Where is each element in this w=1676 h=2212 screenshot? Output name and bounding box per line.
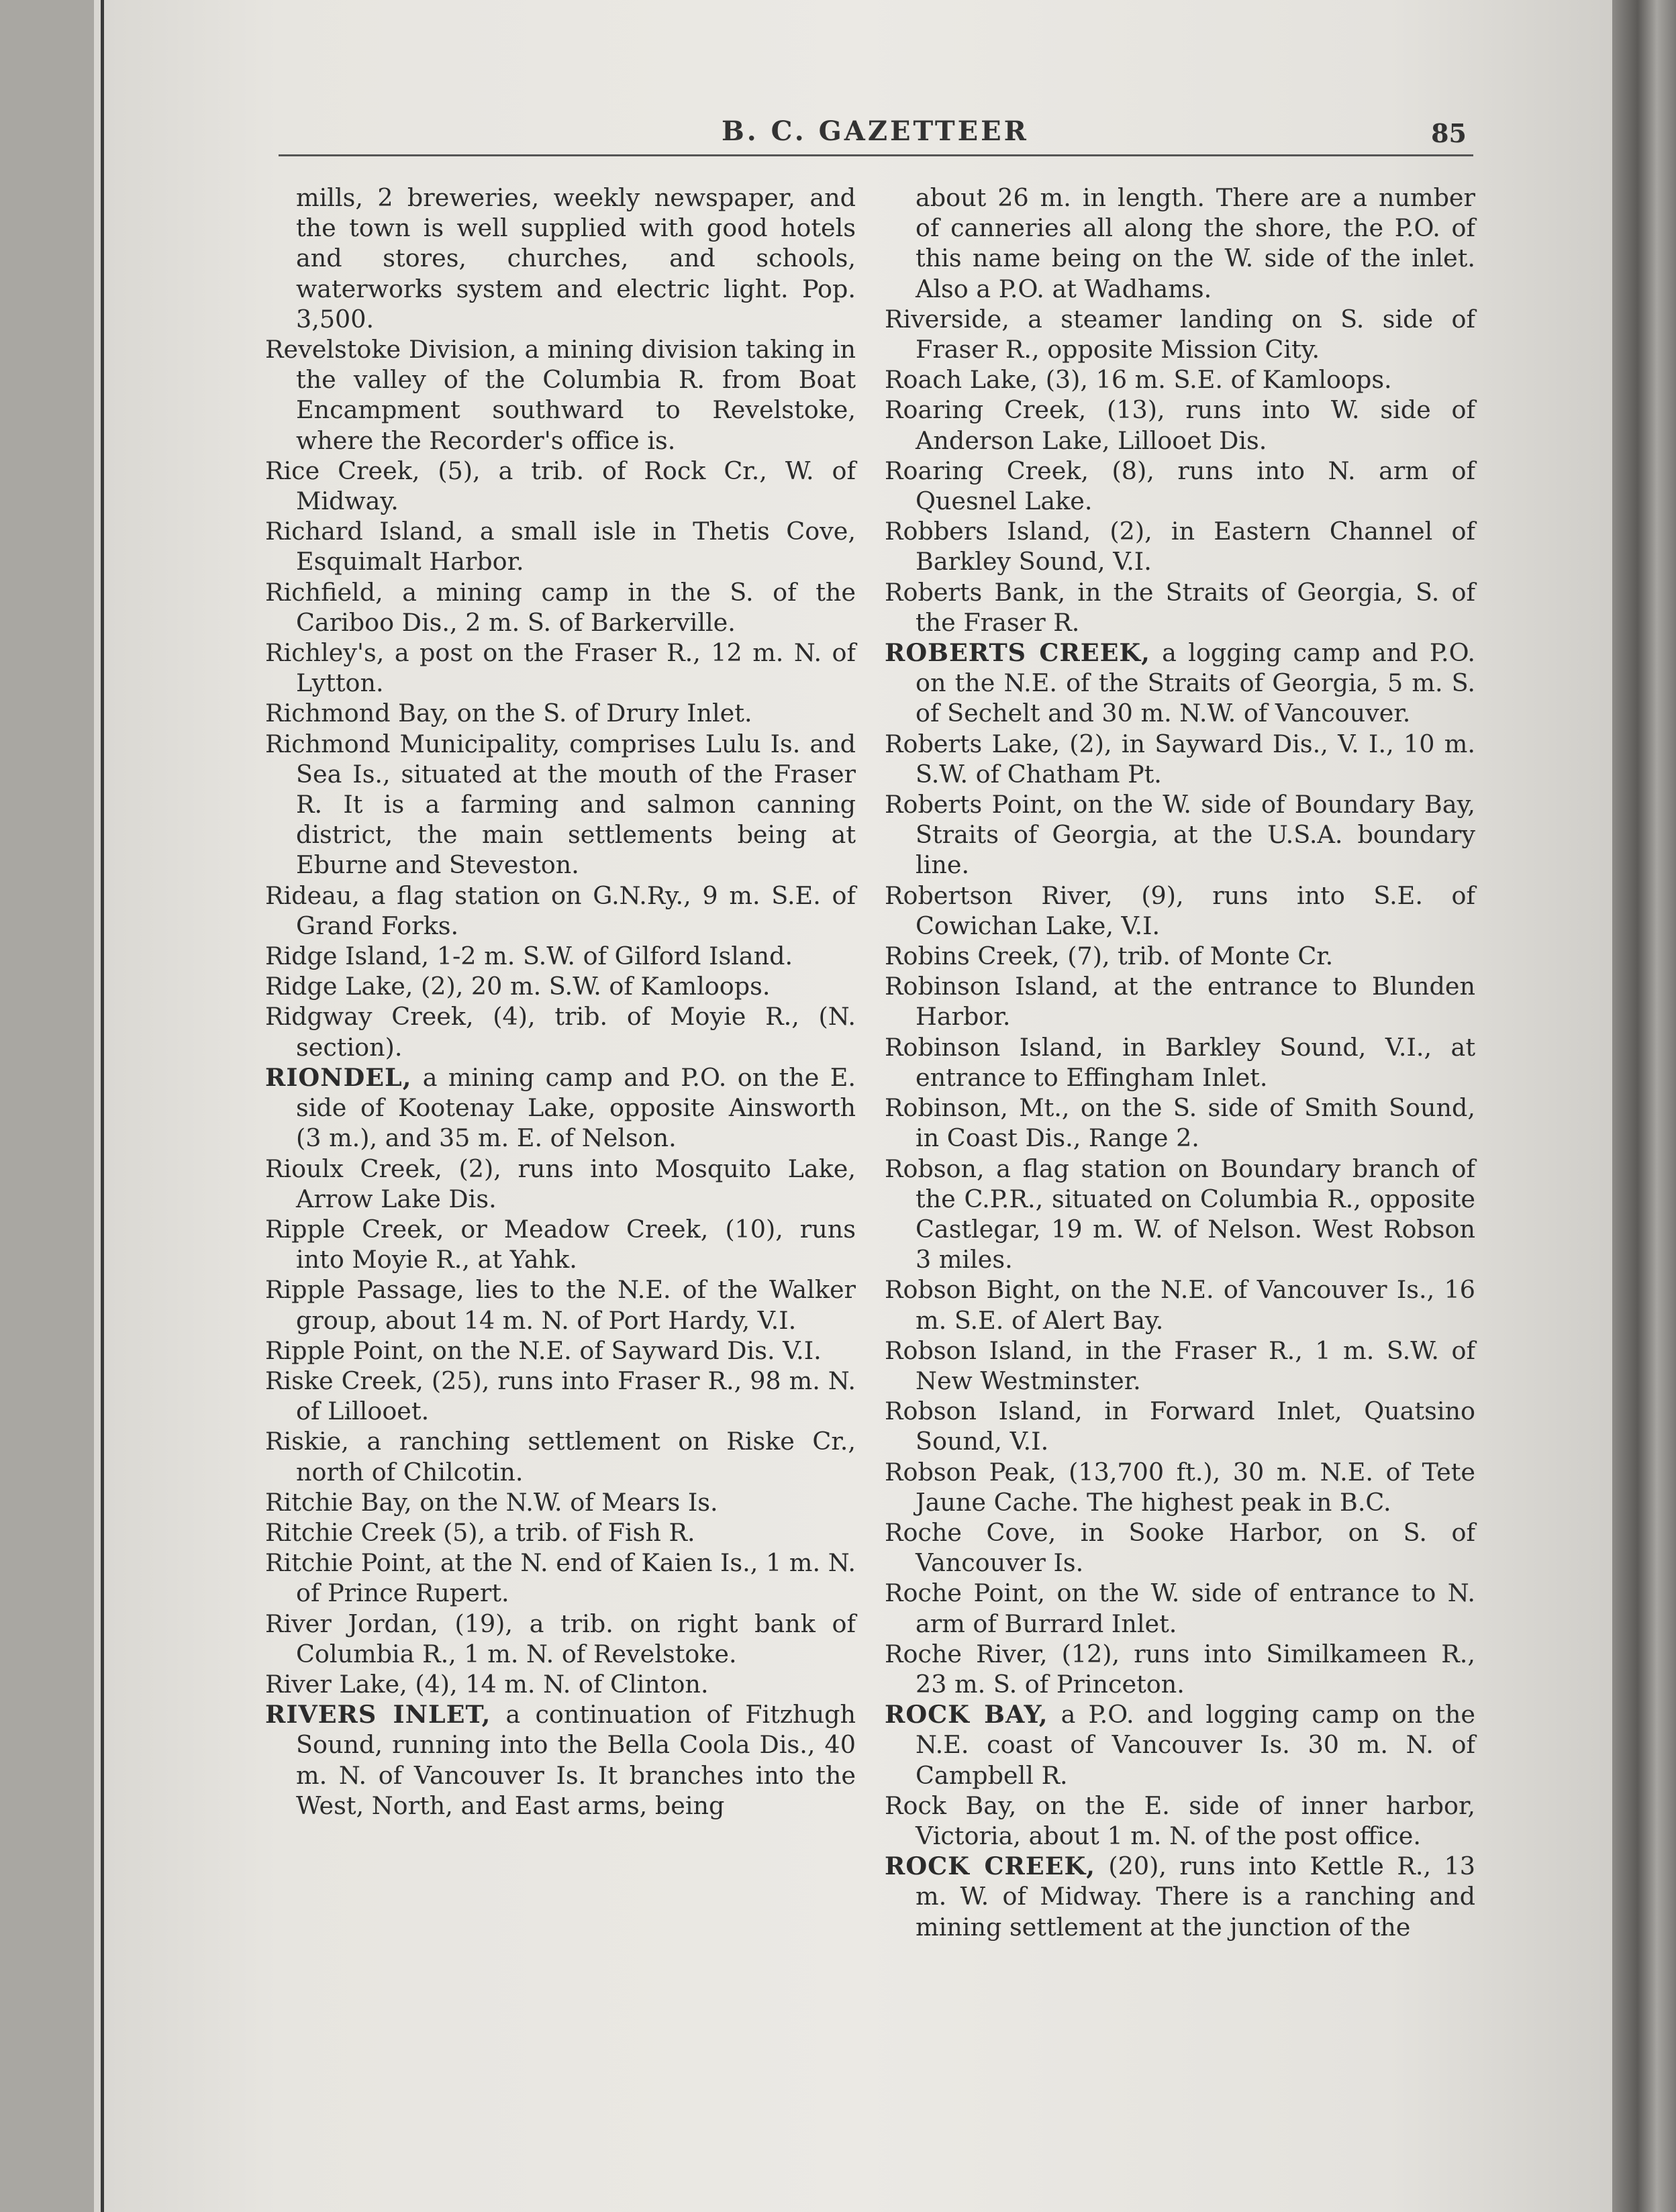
entry-heading: RIVERS INLET, (265, 1700, 491, 1729)
entry-text: Roberts Bank, in the Straits of Georgia, S. of the Fraser R. (885, 577, 1475, 637)
gazetteer-entry (885, 1517, 1475, 1578)
gazetteer-entry (885, 638, 1475, 729)
entry-text: River Lake, (4), 14 m. N. of Clinton. (265, 1669, 709, 1699)
entry-text: Ridgway Creek, (4), trib. of Moyie R., (N. section). (265, 1002, 856, 1062)
entry-text: a P.O. and logging camp on the N.E. coast of Vancouver Is. 30 m. N. of Campbell R. (916, 1700, 1476, 1790)
gazetteer-entry (265, 577, 856, 638)
entry-text: Roaring Creek, (8), runs into N. arm of Quesnel Lake. (885, 456, 1475, 516)
gazetteer-entry (265, 1426, 856, 1487)
gazetteer-entry (265, 881, 856, 941)
gazetteer-entry (885, 304, 1475, 364)
entry-text: Robertson River, (9), runs into S.E. of Cowichan Lake, V.I. (885, 881, 1475, 940)
gazetteer-entry (885, 395, 1475, 455)
entry-text: River Jordan, (19), a trib. on right bank of Columbia R., 1 m. N. of Revelstoke. (265, 1609, 856, 1668)
entry-text: Roche Point, on the W. side of entrance to N. arm of Burrard Inlet. (885, 1578, 1475, 1638)
gazetteer-entry (885, 1396, 1475, 1456)
gazetteer-entry (885, 729, 1475, 789)
entry-text: Richmond Municipality, comprises Lulu Is. and Sea Is., situated at the mouth of the Fraser R. It is a farming and salmon canning district, the main settlements being at Eburne and Steveston. (265, 729, 856, 880)
gazetteer-entry (885, 1699, 1475, 1791)
left-column (265, 183, 856, 1821)
entry-text: Roberts Point, on the W. side of Boundary Bay, Straits of Georgia, at the U.S.A. boundary line. (885, 790, 1475, 880)
gazetteer-entry (885, 941, 1475, 971)
gazetteer-entry (885, 1336, 1475, 1396)
binding-line (101, 0, 104, 2212)
entry-text: Robins Creek, (7), trib. of Monte Cr. (885, 942, 1334, 971)
entry-text: Robson Bight, on the N.E. of Vancouver Is., 16 m. S.E. of Alert Bay. (885, 1275, 1475, 1335)
entry-heading: ROCK CREEK, (885, 1852, 1095, 1881)
entry-text: a continuation of Fitzhugh Sound, running into the Bella Coola Dis., 40 m. N. of Vancouver Is. It branches into the West, North, and East arms, being (296, 1700, 856, 1820)
gazetteer-entry (265, 1699, 856, 1821)
gazetteer-entry (265, 941, 856, 971)
entry-text: Richfield, a mining camp in the S. of the Cariboo Dis., 2 m. S. of Barkerville. (265, 577, 856, 637)
gazetteer-entry (885, 456, 1475, 516)
gazetteer-entry (885, 881, 1475, 941)
entry-text: Robinson Island, in Barkley Sound, V.I., at entrance to Effingham Inlet. (885, 1032, 1475, 1092)
gazetteer-entry (265, 183, 856, 334)
entry-text: Rock Bay, on the E. side of inner harbor, Victoria, about 1 m. N. of the post office. (885, 1791, 1475, 1850)
gazetteer-entry (885, 1093, 1475, 1153)
gazetteer-entry (265, 1366, 856, 1426)
entry-text: Richard Island, a small isle in Thetis Cove, Esquimalt Harbor. (265, 517, 856, 576)
gazetteer-entry (885, 1851, 1475, 1942)
entry-text: Richmond Bay, on the S. of Drury Inlet. (265, 699, 752, 728)
entry-text: (20), runs into Kettle R., 13 m. W. of Midway. There is a ranching and mining settlement at the junction of the (916, 1852, 1475, 1942)
entry-text: Roche Cove, in Sooke Harbor, on S. of Vancouver Is. (885, 1517, 1475, 1578)
book-edge (1612, 0, 1676, 2212)
entry-text: Riske Creek, (25), runs into Fraser R., 98 m. N. of Lillooet. (265, 1366, 856, 1426)
entry-heading: ROBERTS CREEK, (885, 638, 1150, 668)
gazetteer-entry (885, 971, 1475, 1032)
gazetteer-entry (265, 1274, 856, 1335)
gazetteer-entry (265, 698, 856, 728)
gazetteer-entry (265, 1487, 856, 1517)
gazetteer-entry (265, 1336, 856, 1366)
gazetteer-entry (265, 1214, 856, 1274)
running-title: B. C. GAZETTEER (722, 115, 1029, 147)
entry-text: Ripple Point, on the N.E. of Sayward Dis. V.I. (265, 1336, 822, 1365)
entry-text: Ridge Island, 1-2 m. S.W. of Gilford Island. (265, 942, 793, 971)
gazetteer-entry (265, 1062, 856, 1154)
gazetteer-entry (265, 456, 856, 516)
entry-text: Roberts Lake, (2), in Sayward Dis., V. I., 10 m. S.W. of Chatham Pt. (885, 729, 1475, 789)
entry-text: Ripple Creek, or Meadow Creek, (10), runs into Moyie R., at Yahk. (265, 1214, 856, 1274)
gazetteer-entry (885, 364, 1475, 395)
entry-heading: ROCK BAY, (885, 1700, 1048, 1729)
entry-text: Robson, a flag station on Boundary branch of the C.P.R., situated on Columbia R., opposite Castlegar, 19 m. W. of Nelson. West Robson 3 miles. (885, 1154, 1475, 1274)
entry-text: a mining camp and P.O. on the E. side of Kootenay Lake, opposite Ainsworth (3 m.), and 35 m. E. of Nelson. (296, 1062, 856, 1153)
gazetteer-entry (885, 1274, 1475, 1335)
entry-text: Riskie, a ranching settlement on Riske Cr., north of Chilcotin. (265, 1427, 856, 1487)
entry-text: Robinson Island, at the entrance to Blunden Harbor. (885, 972, 1475, 1032)
gazetteer-entry (265, 1669, 856, 1699)
right-column (885, 183, 1475, 1942)
gazetteer-entry (265, 1154, 856, 1214)
gazetteer-entry (265, 1517, 856, 1548)
entry-text: about 26 m. in length. There are a number of canneries all along the shore, the P.O. of this name being on the W. side of the inlet. Also a P.O. at Wadhams. (916, 183, 1475, 303)
entry-heading: RIONDEL, (265, 1062, 412, 1092)
entry-text: Robson Island, in the Fraser R., 1 m. S.W. of New Westminster. (885, 1336, 1475, 1395)
gazetteer-entry (885, 577, 1475, 638)
entry-text: Robson Peak, (13,700 ft.), 30 m. N.E. of Tete Jaune Cache. The highest peak in B.C. (885, 1457, 1475, 1517)
gazetteer-entry (265, 1609, 856, 1669)
gazetteer-entry (885, 516, 1475, 576)
entry-text: Robbers Island, (2), in Eastern Channel of Barkley Sound, V.I. (885, 517, 1475, 576)
gazetteer-entry (885, 1578, 1475, 1638)
gazetteer-entry (885, 789, 1475, 881)
entry-text: Ritchie Point, at the N. end of Kaien Is., 1 m. N. of Prince Rupert. (265, 1548, 856, 1608)
entry-text: Rideau, a flag station on G.N.Ry., 9 m. S.E. of Grand Forks. (265, 881, 856, 940)
entry-text: Roche River, (12), runs into Similkameen R., 23 m. S. of Princeton. (885, 1639, 1475, 1699)
entry-text: Ridge Lake, (2), 20 m. S.W. of Kamloops. (265, 972, 771, 1001)
page-header (279, 114, 1473, 156)
gazetteer-entry (265, 1548, 856, 1608)
entry-text: Riverside, a steamer landing on S. side of Fraser R., opposite Mission City. (885, 304, 1475, 364)
entry-text: Robinson, Mt., on the S. side of Smith Sound, in Coast Dis., Range 2. (885, 1093, 1475, 1153)
gazetteer-entry (265, 516, 856, 576)
entry-text: Ritchie Creek (5), a trib. of Fish R. (265, 1517, 695, 1547)
entry-text: Richley's, a post on the Fraser R., 12 m. N. of Lytton. (265, 638, 856, 698)
entry-text: Ritchie Bay, on the N.W. of Mears Is. (265, 1487, 718, 1517)
gazetteer-entry (265, 971, 856, 1001)
entry-text: mills, 2 breweries, weekly newspaper, and the town is well supplied with good hotels and stores, churches, and schools, waterworks system and electric light. Pop. 3,500. (296, 183, 856, 334)
entry-text: Ripple Passage, lies to the N.E. of the Walker group, about 14 m. N. of Port Hardy, V.I. (265, 1275, 856, 1335)
gazetteer-entry (265, 638, 856, 698)
entry-text: Revelstoke Division, a mining division taking in the valley of the Columbia R. from Boat Encampment southward to Revelstoke, where the Recorder's office is. (265, 335, 856, 455)
gazetteer-entry (265, 1001, 856, 1062)
gazetteer-entry (885, 1791, 1475, 1851)
entry-text: Rioulx Creek, (2), runs into Mosquito Lake, Arrow Lake Dis. (265, 1154, 856, 1213)
gazetteer-entry (885, 1032, 1475, 1093)
entry-text: Rice Creek, (5), a trib. of Rock Cr., W. of Midway. (265, 456, 856, 516)
gazetteer-entry (265, 729, 856, 881)
gazetteer-entry (885, 1154, 1475, 1275)
gazetteer-entry (885, 1457, 1475, 1517)
page-number: 85 (1431, 118, 1467, 148)
entry-text: Roaring Creek, (13), runs into W. side of Anderson Lake, Lillooet Dis. (885, 395, 1475, 455)
gazetteer-entry (885, 1639, 1475, 1699)
gazetteer-entry (885, 183, 1475, 304)
gazetteer-entry (265, 334, 856, 456)
entry-text: a logging camp and P.O. on the N.E. of the Straits of Georgia, 5 m. S. of Sechelt and 30 m. N.W. of Vancouver. (916, 638, 1475, 728)
entry-text: Robson Island, in Forward Inlet, Quatsino Sound, V.I. (885, 1397, 1475, 1456)
entry-text: Roach Lake, (3), 16 m. S.E. of Kamloops. (885, 365, 1392, 395)
